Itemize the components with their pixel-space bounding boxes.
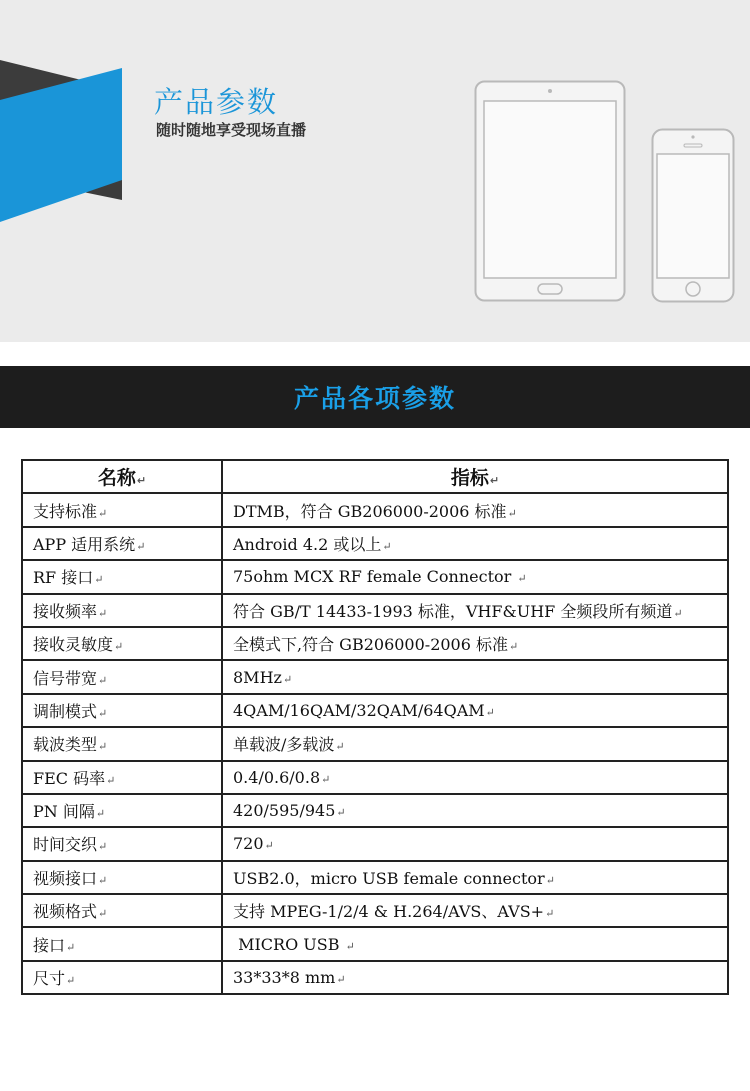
- header-value: [222, 460, 728, 493]
- phone-icon: [651, 128, 735, 303]
- spec-value: 4QAM/16QAM/32QAM/64QAM: [233, 700, 485, 720]
- spec-value: 全模式下,符合 GB206000-2006 标准: [233, 635, 509, 655]
- spec-name-cell: [22, 493, 222, 526]
- spec-name: 信号带宽: [33, 668, 98, 688]
- spec-value: USB2.0，micro USB female connector: [233, 868, 545, 888]
- product-banner: [0, 0, 750, 342]
- return-mark-icon: [545, 869, 555, 888]
- spec-value: 符合 GB/T 14433-1993 标准，VHF&UHF 全频段所有频道: [233, 601, 673, 621]
- spec-value-cell: [222, 727, 728, 760]
- return-mark-icon: [97, 669, 107, 688]
- spec-name: 视频接口: [33, 868, 98, 888]
- spec-value-cell: [222, 627, 728, 660]
- table-row: [22, 727, 728, 760]
- spec-name-cell: [22, 961, 222, 994]
- return-mark-icon: [381, 535, 391, 554]
- spec-value: 0.4/0.6/0.8: [233, 767, 321, 787]
- table-row: [22, 927, 728, 960]
- table-row: [22, 961, 728, 994]
- section-header: [0, 366, 750, 428]
- spec-name: 支持标准: [33, 501, 98, 521]
- table-row: [22, 794, 728, 827]
- table-row: [22, 694, 728, 727]
- table-row: [22, 527, 728, 560]
- return-mark-icon: [97, 502, 107, 521]
- return-mark-icon: [672, 602, 682, 621]
- return-mark-icon: [105, 769, 115, 788]
- spec-name-cell: [22, 594, 222, 627]
- spec-value-cell: [222, 961, 728, 994]
- return-mark-icon: [113, 635, 123, 654]
- spec-name-cell: [22, 727, 222, 760]
- table-row: [22, 761, 728, 794]
- table-header-row: [22, 460, 728, 493]
- table-row: [22, 627, 728, 660]
- spec-name-cell: [22, 761, 222, 794]
- spec-value-cell: [222, 493, 728, 526]
- return-mark-icon: [95, 802, 105, 821]
- table-row: [22, 827, 728, 860]
- return-mark-icon: [282, 668, 292, 687]
- spec-value: 8MHz: [233, 667, 282, 687]
- spec-value: Android 4.2 或以上: [233, 534, 382, 554]
- header-name-label: 名称: [97, 467, 136, 490]
- spec-value-cell: [222, 861, 728, 894]
- spec-name: PN 间隔: [33, 802, 95, 822]
- spec-value-cell: [222, 827, 728, 860]
- spec-name-cell: [22, 627, 222, 660]
- spec-name: 视频格式: [33, 902, 98, 922]
- return-mark-icon: [507, 502, 517, 521]
- return-mark-icon: [97, 835, 107, 854]
- spec-value-cell: [222, 761, 728, 794]
- spec-name-cell: [22, 794, 222, 827]
- spec-name: 调制模式: [33, 701, 98, 721]
- spec-name: RF 接口: [33, 568, 94, 588]
- spec-value: 420/595/945: [233, 801, 336, 821]
- spec-name-cell: [22, 560, 222, 593]
- spec-name: 尺寸: [33, 969, 66, 989]
- spec-value-cell: [222, 660, 728, 693]
- return-mark-icon: [135, 535, 145, 554]
- spec-name: 时间交织: [33, 835, 98, 855]
- spec-value-cell: [222, 594, 728, 627]
- return-mark-icon: [93, 568, 103, 587]
- return-mark-icon: [65, 969, 75, 988]
- spec-value: 单载波/多载波: [233, 735, 335, 755]
- spec-name-cell: [22, 527, 222, 560]
- spec-name-cell: [22, 660, 222, 693]
- return-mark-icon: [334, 735, 344, 754]
- spec-value-cell: [222, 527, 728, 560]
- banner-title: 产品参数: [154, 85, 279, 119]
- spec-name-cell: [22, 861, 222, 894]
- table-row: [22, 861, 728, 894]
- return-mark-icon: [508, 635, 518, 654]
- table-row: [22, 660, 728, 693]
- table-row: [22, 493, 728, 526]
- spec-value: 720: [233, 834, 264, 854]
- spec-value-cell: [222, 894, 728, 927]
- spec-name: APP 适用系统: [33, 534, 136, 554]
- table-row: [22, 894, 728, 927]
- return-mark-icon: [320, 768, 330, 787]
- spec-name: 接收灵敏度: [33, 635, 114, 655]
- spec-value-cell: [222, 560, 728, 593]
- spec-name-cell: [22, 827, 222, 860]
- return-mark-icon: [335, 968, 345, 987]
- return-mark-icon: [97, 602, 107, 621]
- spec-name: 载波类型: [33, 735, 98, 755]
- spec-name-cell: [22, 927, 222, 960]
- spec-value: 75ohm MCX RF female Connector: [233, 567, 517, 587]
- return-mark-icon: [97, 869, 107, 888]
- header-value-label: 指标: [450, 467, 489, 490]
- spec-value: DTMB，符合 GB206000-2006 标准: [233, 501, 507, 521]
- return-mark-icon: [489, 467, 499, 489]
- spec-value-cell: [222, 794, 728, 827]
- return-mark-icon: [65, 936, 75, 955]
- return-mark-icon: [544, 902, 554, 921]
- spec-name: 接收频率: [33, 601, 98, 621]
- spec-value-cell: [222, 694, 728, 727]
- return-mark-icon: [97, 902, 107, 921]
- spec-value: 33*33*8 mm: [233, 968, 336, 988]
- table-row: [22, 560, 728, 593]
- spec-name: 接口: [33, 935, 66, 955]
- return-mark-icon: [97, 702, 107, 721]
- return-mark-icon: [136, 467, 146, 489]
- spec-value: 支持 MPEG-1/2/4 & H.264/AVS、AVS+: [233, 902, 545, 922]
- spec-name-cell: [22, 894, 222, 927]
- spec-name-cell: [22, 694, 222, 727]
- banner-subtitle: 随时随地享受现场直播: [156, 121, 307, 139]
- spec-table: [21, 459, 729, 995]
- return-mark-icon: [485, 701, 495, 720]
- return-mark-icon: [264, 834, 274, 853]
- return-mark-icon: [345, 935, 355, 954]
- header-name: [22, 460, 222, 493]
- return-mark-icon: [516, 567, 526, 586]
- banner-decoration: [0, 0, 140, 230]
- section-title: 产品各项参数: [293, 384, 456, 413]
- spec-value: MICRO USB: [233, 934, 345, 954]
- return-mark-icon: [97, 735, 107, 754]
- table-row: [22, 594, 728, 627]
- tablet-icon: [474, 80, 626, 302]
- spec-name: FEC 码率: [33, 768, 106, 788]
- spec-value-cell: [222, 927, 728, 960]
- return-mark-icon: [335, 801, 345, 820]
